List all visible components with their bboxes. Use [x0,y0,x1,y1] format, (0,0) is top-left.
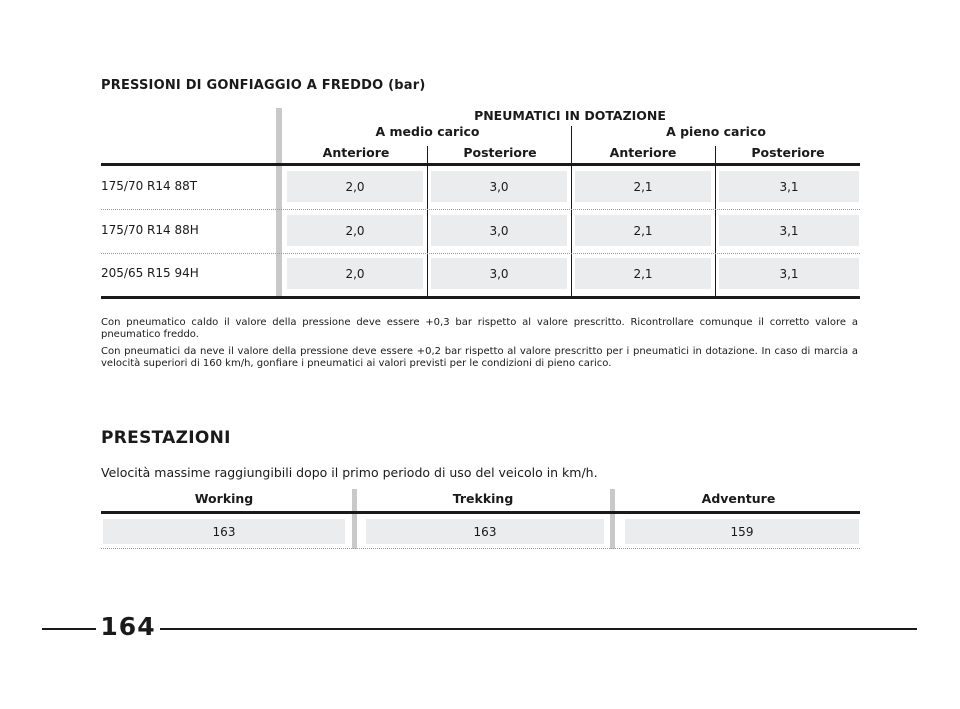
table-cell: 3,1 [719,215,859,246]
table-cell: 2,0 [287,215,423,246]
table-cell: 2,1 [575,258,711,289]
col-header-trekking: Trekking [452,491,514,506]
col-header-rear-medium: Posteriore [463,145,537,160]
tyre-size-label: 175/70 R14 88T [101,179,198,193]
group-header-medium-load: A medio carico [375,124,480,139]
column-separator-grey [352,489,357,549]
page-number: 164 [100,612,156,641]
speed-value-adventure: 159 [625,519,859,544]
table-cell: 2,1 [575,215,711,246]
column-divider [427,146,428,296]
col-header-working: Working [194,491,254,506]
table-cell: 3,0 [431,215,567,246]
page-number-rule-left [42,628,96,630]
col-header-rear-full: Posteriore [751,145,825,160]
performance-bottom-rule [101,548,860,549]
pressure-section-title: PRESSIONI DI GONFIAGGIO A FREDDO (bar) [101,78,426,93]
table-cell: 2,0 [287,258,423,289]
performance-section-title: PRESTAZIONI [101,428,231,448]
group-header-full-load: A pieno carico [666,124,766,139]
col-header-adventure: Adventure [701,491,776,506]
table-cell: 2,1 [575,171,711,202]
column-divider [715,146,716,296]
row-divider [101,253,860,254]
page-number-rule-right [160,628,917,630]
table-bottom-rule [101,296,860,299]
table-cell: 3,0 [431,258,567,289]
tyre-size-label: 175/70 R14 88H [101,223,199,237]
table-cell: 3,1 [719,171,859,202]
column-divider [571,126,572,296]
table-header-rule [101,163,860,166]
speed-value-working: 163 [103,519,345,544]
col-header-front-full: Anteriore [609,145,677,160]
pressure-note-hot-tyre: Con pneumatico caldo il valore della pressione deve essere +0,3 bar rispetto al valore prescritto. Ricontrollare comunque il corretto valore a pneumatico freddo. [101,317,858,340]
table-cell: 2,0 [287,171,423,202]
speed-value-trekking: 163 [366,519,604,544]
table-header-main: PNEUMATICI IN DOTAZIONE [474,108,666,123]
performance-header-rule [101,511,860,514]
column-separator-grey [276,108,282,298]
table-cell: 3,1 [719,258,859,289]
row-divider [101,209,860,210]
table-cell: 3,0 [431,171,567,202]
column-separator-grey [610,489,615,549]
pressure-note-snow-tyre: Con pneumatici da neve il valore della pressione deve essere +0,2 bar rispetto al valore prescritto per i pneumatici in dotazione. In caso di marcia a velocità superiori di 160 km/h, gonfiare i pneumatici ai valori previsti per le condizioni di pieno carico. [101,346,858,369]
tyre-size-label: 205/65 R15 94H [101,266,199,280]
performance-intro: Velocità massime raggiungibili dopo il primo periodo di uso del veicolo in km/h. [101,465,598,480]
col-header-front-medium: Anteriore [322,145,390,160]
